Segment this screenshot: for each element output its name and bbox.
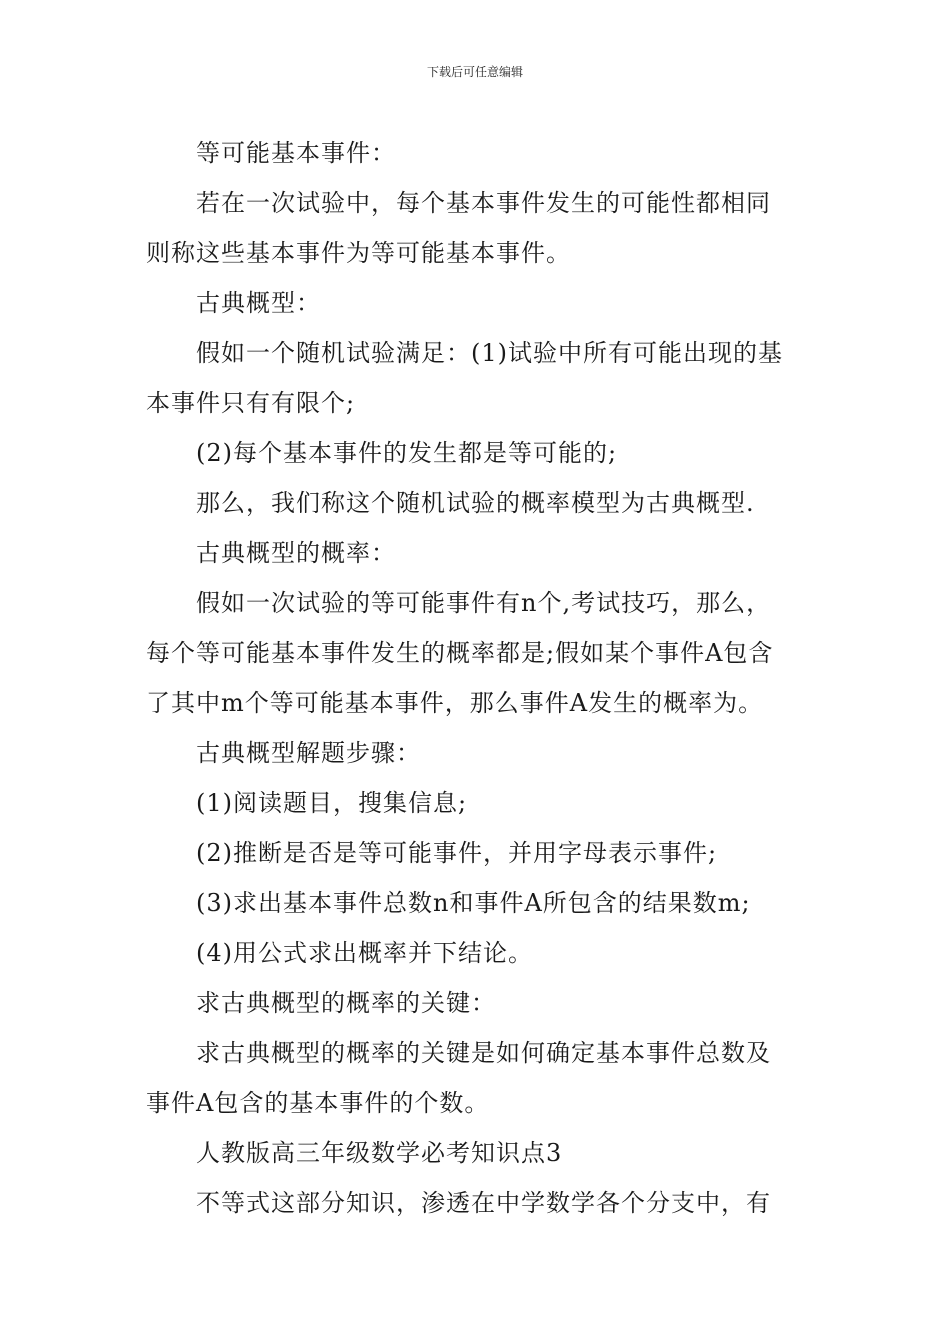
paragraph xyxy=(146,178,810,278)
paragraph xyxy=(146,278,810,328)
paragraph-line: 古典概型解题步骤： xyxy=(196,739,421,767)
paragraph xyxy=(146,878,810,928)
paragraph-line: 若在一次试验中，每个基本事件发生的可能性都相同 xyxy=(196,189,771,217)
paragraph xyxy=(146,428,810,478)
paragraph-line: 每个等可能基本事件发生的概率都是;假如某个事件A包含 xyxy=(146,639,774,667)
paragraph xyxy=(146,978,810,1028)
paragraph-line: 不等式这部分知识，渗透在中学数学各个分支中，有 xyxy=(196,1189,771,1217)
paragraph-line: 了其中m个等可能基本事件，那么事件A发生的概率为。 xyxy=(146,689,764,717)
paragraph-line: 那么，我们称这个随机试验的概率模型为古典概型. xyxy=(196,489,755,517)
paragraph-line: (4)用公式求出概率并下结论。 xyxy=(196,939,533,967)
paragraph xyxy=(146,328,810,428)
paragraph-line: 则称这些基本事件为等可能基本事件。 xyxy=(146,239,571,267)
paragraph-line: 本事件只有有限个; xyxy=(146,389,356,417)
paragraph-line: 求古典概型的概率的关键是如何确定基本事件总数及 xyxy=(196,1039,771,1067)
document-body xyxy=(146,128,810,1228)
paragraph xyxy=(146,778,810,828)
paragraph xyxy=(146,128,810,178)
paragraph-line: 求古典概型的概率的关键： xyxy=(196,989,496,1017)
paragraph xyxy=(146,528,810,578)
paragraph-line: 假如一个随机试验满足：(1)试验中所有可能出现的基 xyxy=(196,339,783,367)
paragraph xyxy=(146,1028,810,1128)
paragraph xyxy=(146,1178,810,1228)
paragraph-line: 等可能基本事件： xyxy=(196,139,396,167)
paragraph-line: 古典概型： xyxy=(196,289,321,317)
paragraph-line: (1)阅读题目，搜集信息; xyxy=(196,789,468,817)
paragraph-line: (2)每个基本事件的发生都是等可能的; xyxy=(196,439,618,467)
paragraph-line: 古典概型的概率： xyxy=(196,539,396,567)
paragraph-line: 假如一次试验的等可能事件有n个,考试技巧，那么， xyxy=(196,589,772,617)
paragraph xyxy=(146,1128,810,1178)
paragraph-line: (2)推断是否是等可能事件，并用字母表示事件; xyxy=(196,839,718,867)
paragraph xyxy=(146,478,810,528)
paragraph-line: 人教版高三年级数学必考知识点3 xyxy=(196,1139,563,1167)
paragraph xyxy=(146,578,810,728)
paragraph-line: (3)求出基本事件总数n和事件A所包含的结果数m; xyxy=(196,889,751,917)
paragraph xyxy=(146,728,810,778)
paragraph xyxy=(146,828,810,878)
page-header: 下载后可任意编辑 xyxy=(426,65,523,79)
paragraph xyxy=(146,928,810,978)
paragraph-line: 事件A包含的基本事件的个数。 xyxy=(146,1089,490,1117)
